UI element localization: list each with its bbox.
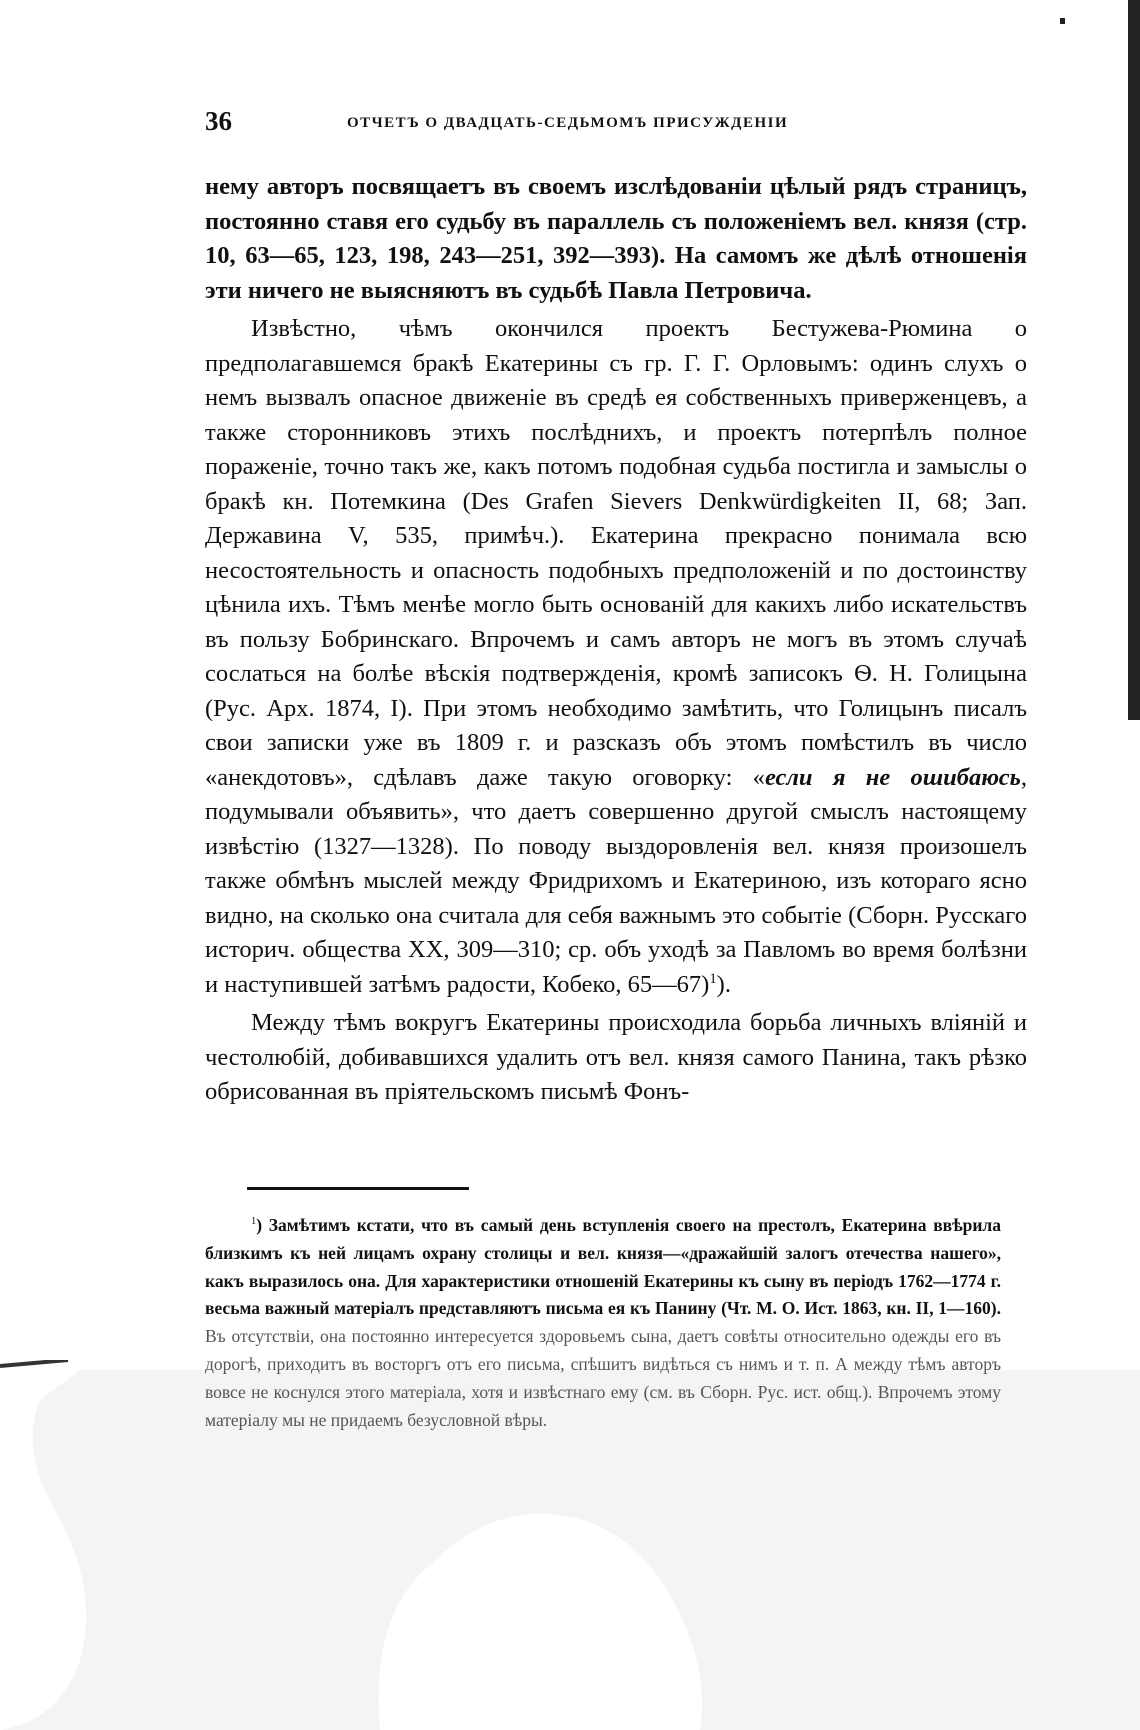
footnote-marker: 1 bbox=[251, 1216, 257, 1228]
paragraph-text: Между тѣмъ вокругъ Екатерины происходила борьба личныхъ вліяній и честолюбій, добивавшихся удалить отъ вел. князя самого Панина, такъ рѣзко обрисованная въ пріятельскомъ письмѣ Фонъ- bbox=[205, 1009, 1027, 1105]
scan-blot-center bbox=[370, 1495, 710, 1730]
paragraph-3 bbox=[205, 1006, 1027, 1110]
paragraph-text: , подумывали объявить», что даетъ совершенно другой смыслъ настоящему извѣстію (1327—1328). По поводу выздоровленія вел. князя произошелъ также обмѣнъ мыслей между Фридрихомъ и Екатериною, изъ котораго ясно видно, на сколько она считала для себя важнымъ это событіе (Сборн. Русскаго историч. общества XX, 309—310; ср. объ уходѣ за Павломъ во время болѣзни и наступившей затѣмъ радости, Кобеко, 65—67) bbox=[205, 763, 1027, 998]
page-header bbox=[205, 106, 925, 140]
emphasized-quote: если я не ошибаюсь bbox=[764, 763, 1021, 791]
footnote-divider bbox=[247, 1187, 469, 1190]
paragraph-text: нему авторъ посвящаетъ въ своемъ изслѣдованіи цѣлый рядъ страницъ, постоянно ставя его судьбу въ параллель съ положеніемъ вел. князя (стр. 10, 63—65, 123, 198, 243—251, 392—393). На самомъ же дѣлѣ отношенія эти ничего не выясняютъ въ судьбѣ Павла Петровича. bbox=[205, 173, 1027, 304]
paragraph-text: ). bbox=[716, 970, 731, 998]
footnote-text bbox=[205, 1212, 1001, 1434]
paragraph-1 bbox=[205, 170, 1027, 308]
footnote-marker: 1 bbox=[709, 970, 717, 987]
page-number: 36 bbox=[205, 106, 232, 136]
page-edge bbox=[1128, 0, 1140, 720]
paragraph-2 bbox=[205, 312, 1027, 1002]
footnote-text-lower: Въ отсутствіи, она постоянно интересуется здоровьемъ сына, даетъ совѣты относительно одежды его въ дорогѣ, приходитъ въ восторгъ отъ его письма, спѣшитъ видѣться съ нимъ и т. п. А между тѣмъ авторъ вовсе не коснулся этого матеріала, хотя и извѣстнаго ему (см. въ Сборн. Рус. ист. общ.). Впрочемъ этому матеріалу мы не придаемъ безусловной вѣры. bbox=[205, 1326, 1001, 1430]
scan-speck bbox=[1060, 18, 1065, 24]
paragraph-text: Извѣстно, чѣмъ окончился проектъ Бестужева-Рюмина о предполагавшемся бракѣ Екатерины съ гр. Г. Г. Орловымъ: одинъ слухъ о немъ вызвалъ опасное движеніе въ средѣ ея собственныхъ приверженцевъ, а также сторонниковъ этихъ послѣднихъ, и проектъ потерпѣлъ полное пораженіе, точно такъ же, какъ потомъ подобная судьба постигла и замыслы о бракѣ кн. Потемкина (Des Grafen Sievers Denkwürdigkeiten II, 68; Зап. Державина V, 535, примѣч.). Екатерина прекрасно понимала всю несостоятельность и опасность подобныхъ предположеній и по достоинству цѣнила ихъ. Тѣмъ менѣе могло быть основаній для какихъ либо искательствъ въ пользу Бобринскаго. Впрочемъ и самъ авторъ не могъ въ этомъ случаѣ сослаться на болѣе вѣскія подтвержденія, кромѣ записокъ Ѳ. Н. Голицына (Рус. Арх. 1874, I). При этомъ необходимо замѣтить, что Голицынъ писалъ свои записки уже въ 1809 г. и разсказъ объ этомъ помѣстилъ въ число «анекдотовъ», сдѣлавъ даже такую оговорку: « bbox=[205, 315, 1027, 791]
footnote-text-upper: ) Замѣтимъ кстати, что въ самый день вступленія своего на престолъ, Екатерина ввѣрила близкимъ къ ней лицамъ охрану столицы и вел. князя—«дражайшій залогъ отечества нашего», какъ выразилось она. Для характеристики отношеній Екатерины къ сыну въ періодъ 1762—1774 г. весьма важный матеріалъ представляютъ письма ея къ Панину (Чт. М. О. Ист. 1863, кн. II, 1—160). bbox=[205, 1215, 1001, 1319]
running-title: ОТЧЕТЪ О ДВАДЦАТЬ-СЕДЬМОМЪ ПРИСУЖДЕНІИ bbox=[347, 115, 789, 131]
scan-blot-left bbox=[0, 1360, 110, 1730]
footnote bbox=[205, 1212, 1001, 1434]
main-text bbox=[205, 170, 1027, 1110]
